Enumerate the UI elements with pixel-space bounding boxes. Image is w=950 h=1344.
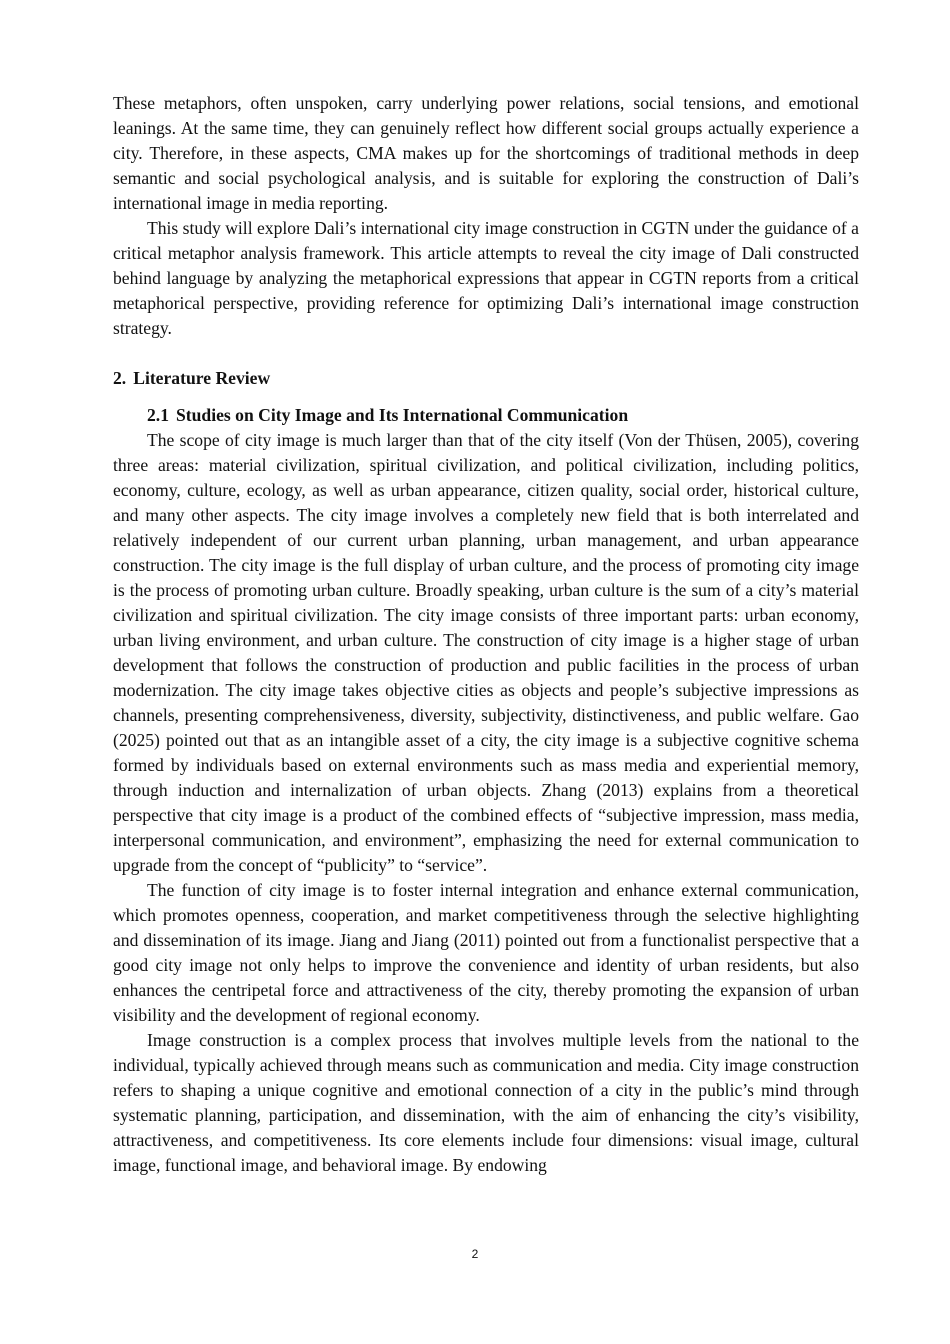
body-paragraph-5: Image construction is a complex process that involves multiple levels from the national to the individual, typically achieved through means such as communication and media. City image construction refers to shaping a unique cognitive and emotional connection of a city in the public’s mind through systematic planning, participation, and dissemination, with the aim of enhancing the city’s visibility, attractiveness, and competitiveness. Its core elements include four dimensions: visual image, cultural image, functional image, and behavioral image. By endowing: [113, 1030, 859, 1175]
body-paragraph-4: The function of city image is to foster internal integration and enhance external communication, which promotes openness, cooperation, and market competitiveness through the selective highlighting and dissemination of its image. Jiang and Jiang (2011) pointed out from a functionalist perspective that a good city image not only helps to improve the convenience and identity of urban residents, but also enhances the centripetal force and attractiveness of the city, thereby promoting the expansion of urban visibility and the development of regional economy.: [113, 880, 859, 1025]
document-page: [113, 91, 859, 1178]
body-paragraph-2: This study will explore Dali’s international city image construction in CGTN under the guidance of a critical metaphor analysis framework. This article attempts to reveal the city image of Dali constructed behind language by analyzing the metaphorical expressions that appear in CGTN reports from a critical metaphorical perspective, providing reference for optimizing Dali’s international image construction strategy.: [113, 218, 859, 338]
subsection-number: 2.1: [147, 405, 169, 425]
subsection-heading: [113, 403, 859, 428]
section-number: 2.: [113, 368, 127, 388]
section-heading: [113, 366, 859, 391]
body-paragraph-1: These metaphors, often unspoken, carry underlying power relations, social tensions, and emotional leanings. At the same time, they can genuinely reflect how different social groups actually experience a city. Therefore, in these aspects, CMA makes up for the shortcomings of traditional methods in deep semantic and social psychological analysis, and is suitable for exploring the construction of Dali’s international image in media reporting.: [113, 93, 859, 213]
subsection-title: Studies on City Image and Its International Communication: [176, 405, 629, 425]
section-title: Literature Review: [133, 368, 271, 388]
body-paragraph-3: The scope of city image is much larger than that of the city itself (Von der Thüsen, 2005), covering three areas: material civilization, spiritual civilization, and political civilization, including politics, economy, culture, ecology, as well as urban appearance, citizen quality, social order, historical culture, and many other aspects. The city image involves a completely new field that is both interrelated and relatively independent of our current urban planning, urban management, and urban appearance construction. The city image is the full display of urban culture, and the process of promoting city image is the process of promoting urban culture. Broadly speaking, urban culture is the sum of a city’s material civilization and spiritual civilization. The city image consists of three important parts: urban economy, urban living environment, and urban culture. The construction of city image is a higher stage of urban development that follows the construction of production and public facilities in the process of urban modernization. The city image takes objective cities as objects and people’s subjective impressions as channels, presenting comprehensiveness, diversity, subjectivity, distinctiveness, and public welfare. Gao (2025) pointed out that as an intangible asset of a city, the city image is a subjective cognitive schema formed by individuals based on external environments such as mass media and experiential memory, through induction and internalization of urban objects. Zhang (2013) explains from a theoretical perspective that city image is a product of the combined effects of “subjective impression, mass media, interpersonal communication, and environment”, emphasizing the need for external communication to upgrade from the concept of “publicity” to “service”.: [113, 430, 859, 875]
page-number: 2: [471, 1247, 479, 1261]
